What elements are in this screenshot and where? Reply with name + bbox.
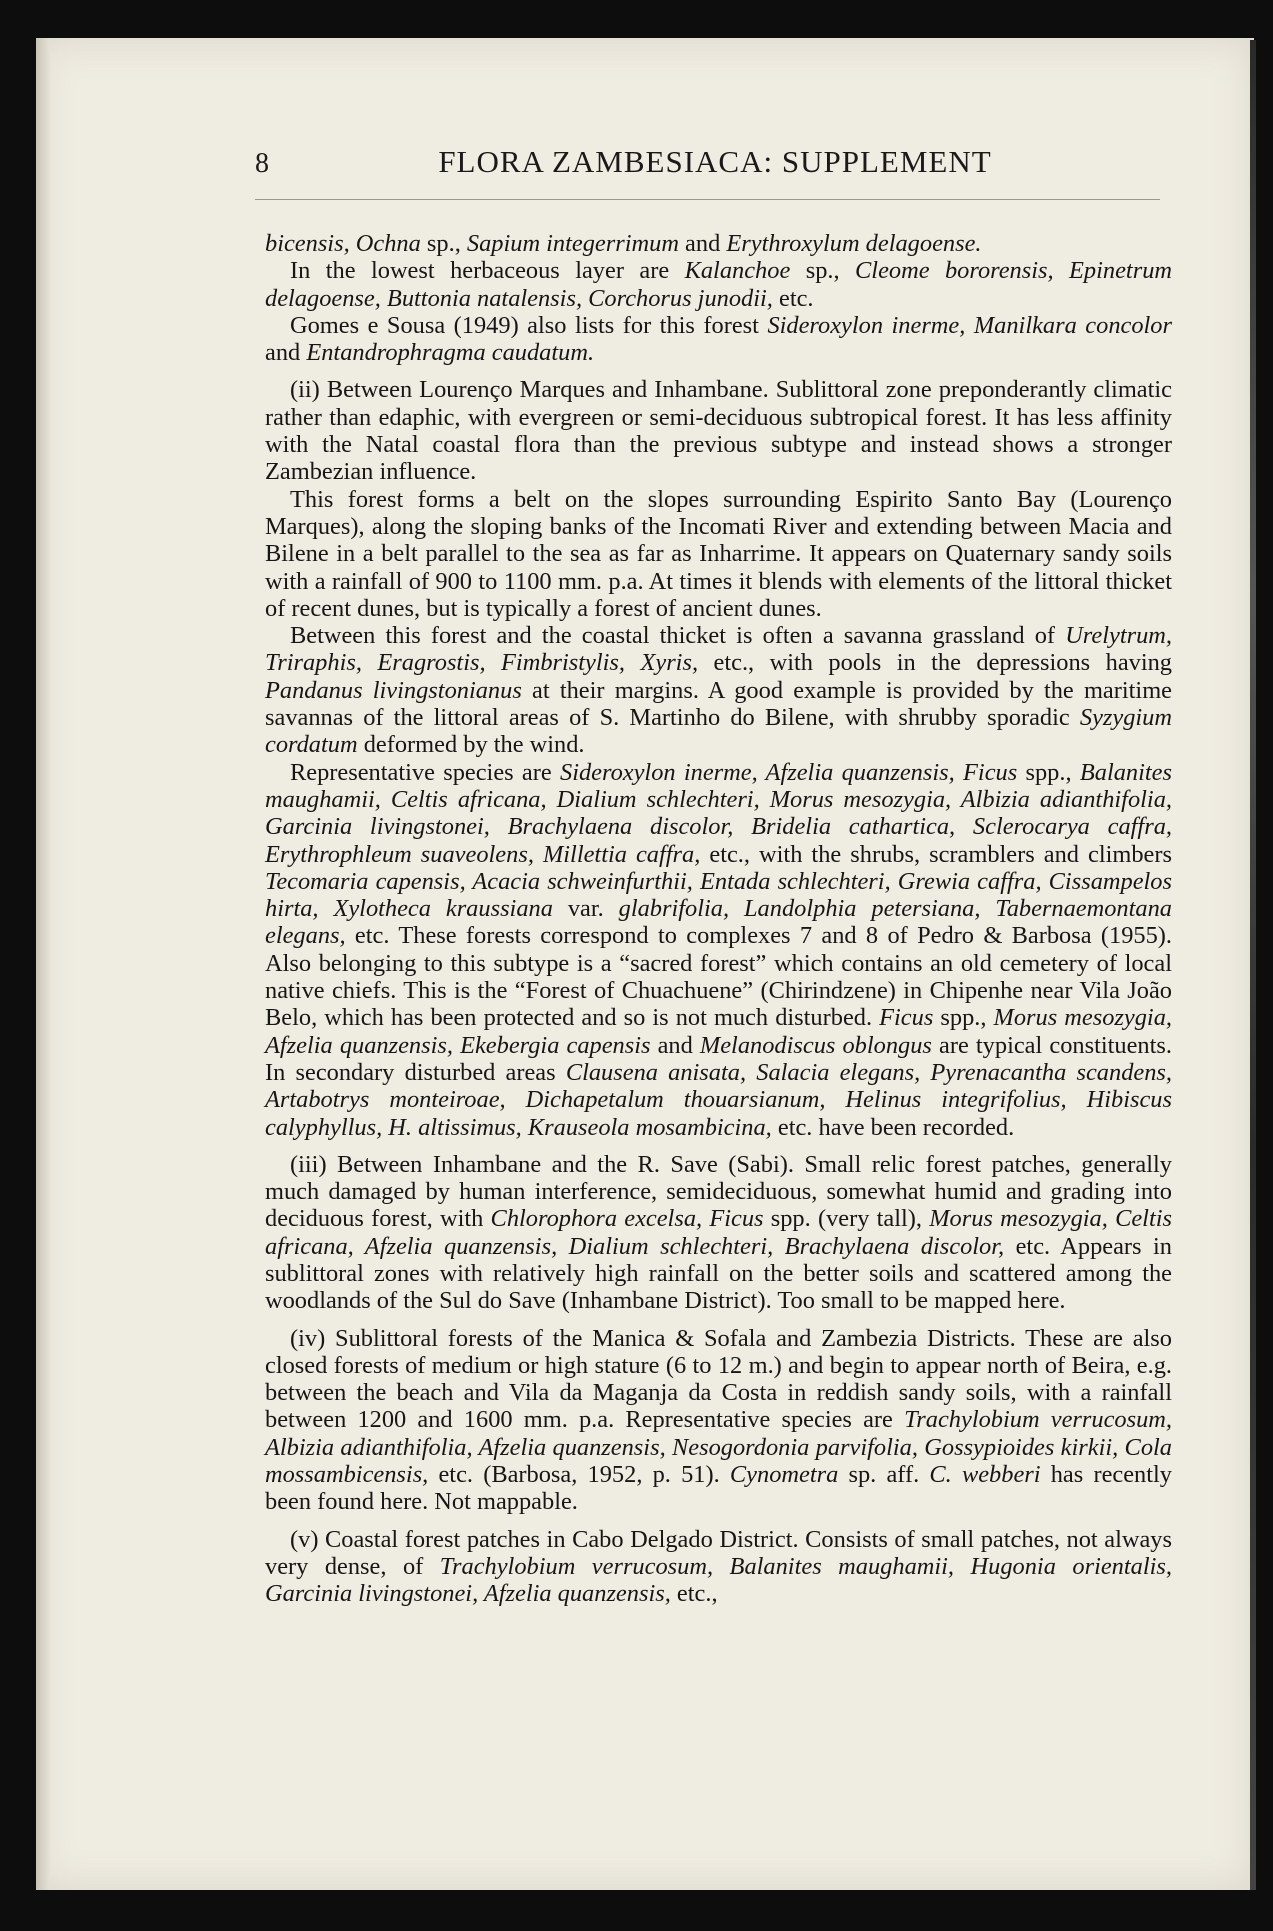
paragraph [265,376,1172,485]
text-run: (ii) Between Lourenço Marques and Inhambane. Sublittoral zone preponderantly climatic rather than edaphic, with evergreen or semi-deciduous subtropical forest. It has less affinity with the Natal coastal flora than the previous subtype and instead shows a stronger Zambezian influence. [265,376,1172,486]
paragraph [265,1325,1172,1516]
page-header [255,144,1175,184]
text-run: has recently been found here. Not mappable. [265,1461,1172,1516]
italic-run: Entandrophragma caudatum. [306,339,595,367]
text-run: This forest forms a belt on the slopes surrounding Espirito Santo Bay (Lourenço Marques), along the sloping banks of the Incomati River and extending between Macia and Bilene in a belt parallel to the sea as far as Inharrime. It appears on Quaternary sandy soils with a rainfall of 900 to 1100 mm. p.a. At times it blends with elements of the littoral thicket of recent dunes, but is typically a forest of ancient dunes. [265,485,1172,622]
text-run: Between this forest and the coastal thicket is often a savanna grassland of [290,622,1066,650]
italic-run: Sideroxylon inerme, Afzelia quanzensis, Ficus [560,758,1018,786]
text-run: sp. aff. [838,1461,930,1489]
italic-run: Trachylobium verrucosum, Albizia adianthifolia, Afzelia quanzensis, Nesogordonia parvifolia, Gossypioides kirkii, Cola mossambicensis, [265,1406,1172,1489]
text-run: (iii) Between Inhambane and the R. Save (Sabi). Small relic forest patches, generally much damaged by human interference, semideciduous, somewhat humid and grading into deciduous forest, with [265,1150,1172,1233]
text-run: and [678,230,727,257]
text-run: etc., with pools in the depressions having [698,649,1173,677]
text-run: spp. (very tall), [763,1205,930,1233]
text-run: spp., [1017,758,1080,786]
text-run: at their margins. A good example is provided by the maritime savannas of the littoral areas of S. Martinho do Bilene, with shrubby sporadic [265,676,1172,732]
text-run: etc. These forests correspond to complexes 7 and 8 of Pedro & Barbosa (1955). Also belonging to this subtype is a “sacred forest” which contains an old cemetery of local native chiefs. This is the “Forest of Chuachuene” (Chirindzene) in Chipenhe near Vila João Belo, which has been protected and so is not much disturbed. [265,922,1172,1032]
text-run: etc. Appears in sublittoral zones with relatively high rainfall on the better soils and scattered among the woodlands of the Sul do Save (Inhambane District). Too small to be mapped here. [265,1232,1172,1315]
paragraph [265,486,1172,622]
paragraph [265,312,1172,367]
paragraph [265,257,1172,312]
text-run: etc. (Barbosa, 1952, p. 51). [428,1461,730,1489]
paragraph [265,1526,1172,1608]
text-run: sp., [790,257,856,285]
page-right-edge [1250,40,1256,1890]
body-text [265,230,1172,1608]
italic-run: bicensis, Ochna [265,230,427,257]
italic-run: Cynometra [729,1461,839,1489]
page-number: 8 [255,148,269,179]
italic-run: Morus mesozygia, Afzelia quanzensis, Ekebergia capensis [265,1004,1172,1059]
italic-run: Ficus [879,1004,934,1032]
text-run: spp., [933,1004,994,1032]
italic-run: Chlorophora excelsa, Ficus [490,1205,764,1233]
text-run: and [650,1031,700,1059]
italic-run: C. webberi [929,1461,1041,1489]
italic-run: Melanodiscus oblongus [699,1031,932,1059]
text-run: (v) Coastal forest patches in Cabo Delgado District. Consists of small patches, not always very dense, of [265,1525,1172,1580]
text-run: and [265,339,307,367]
italic-run: Balanites maughamii, Celtis africana, Dialium schlechteri, Morus mesozygia, Albizia adianthifolia, Garcinia livingstonei, Brachylaena discolor, Bridelia cathartica, Sclerocarya caffra, Erythrophleum suaveolens, Millettia caffra, [265,758,1172,868]
italic-run: Clausena anisata, Salacia elegans, Pyrenacantha scandens, Artabotrys monteiroae, Dichapetalum thouarsianum, Helinus integrifolius, Hibiscus calyphyllus, H. altissimus, Krauseola mosambicina, [265,1058,1172,1141]
paragraph [265,622,1172,758]
paragraph [265,230,1172,257]
italic-run: Cleome bororensis, Epinetrum delagoense, Buttonia natalensis, Corchorus junodii, [265,257,1173,312]
text-run: etc. [772,284,814,312]
italic-run: Tecomaria capensis, Acacia schweinfurthii, Entada schlechteri, Grewia caffra, Cissampelos hirta, Xylotheca kraussiana [265,867,1172,923]
italic-run: glabrifolia, Landolphia petersiana, Tabernaemontana elegans, [265,895,1172,950]
italic-run: Syzygium cordatum [265,704,1172,759]
italic-run: Trachylobium verrucosum, Balanites maughamii, Hugonia orientalis, Garcinia livingstonei, Afzelia quanzensis, [265,1552,1172,1608]
header-rule [255,199,1160,200]
text-run: var. [552,895,619,923]
text-run: etc. have been recorded. [771,1113,1015,1141]
page-left-edge [36,38,50,1890]
italic-run: Sapium integerrimum [466,230,679,257]
italic-run: Erythroxylum delagoense. [726,230,982,257]
paragraph [265,1151,1172,1315]
text-run: sp., [426,230,467,257]
text-run: are typical constituents. In secondary disturbed areas [265,1031,1172,1086]
italic-run: Urelytrum, Triraphis, Eragrostis, Fimbristylis, Xyris, [265,622,1172,677]
italic-run: Kalanchoe [684,257,791,285]
text-run: Gomes e Sousa (1949) also lists for this forest [290,311,768,339]
text-run: (iv) Sublittoral forests of the Manica & Sofala and Zambezia Districts. These are also closed forests of medium or high stature (6 to 12 m.) and begin to appear north of Beira, e.g. between the beach and Vila da Maganja da Costa in reddish sandy soils, with a rainfall between 1200 and 1600 mm. p.a. Representative species are [265,1324,1172,1434]
text-run: etc., with the shrubs, scramblers and climbers [700,840,1172,868]
italic-run: Sideroxylon inerme, Manilkara concolor [767,311,1172,339]
italic-run: Pandanus livingstonianus [265,676,522,704]
italic-run: Morus mesozygia, Celtis africana, Afzelia quanzensis, Dialium schlechteri, Brachylaena discolor, [265,1205,1172,1260]
running-head: FLORA ZAMBESIACA: SUPPLEMENT [438,144,992,179]
text-run: Representative species are [290,758,560,786]
text-run: etc., [670,1580,718,1608]
text-run: deformed by the wind. [357,731,585,759]
text-run: In the lowest herbaceous layer are [290,257,685,285]
paragraph [265,759,1172,1141]
